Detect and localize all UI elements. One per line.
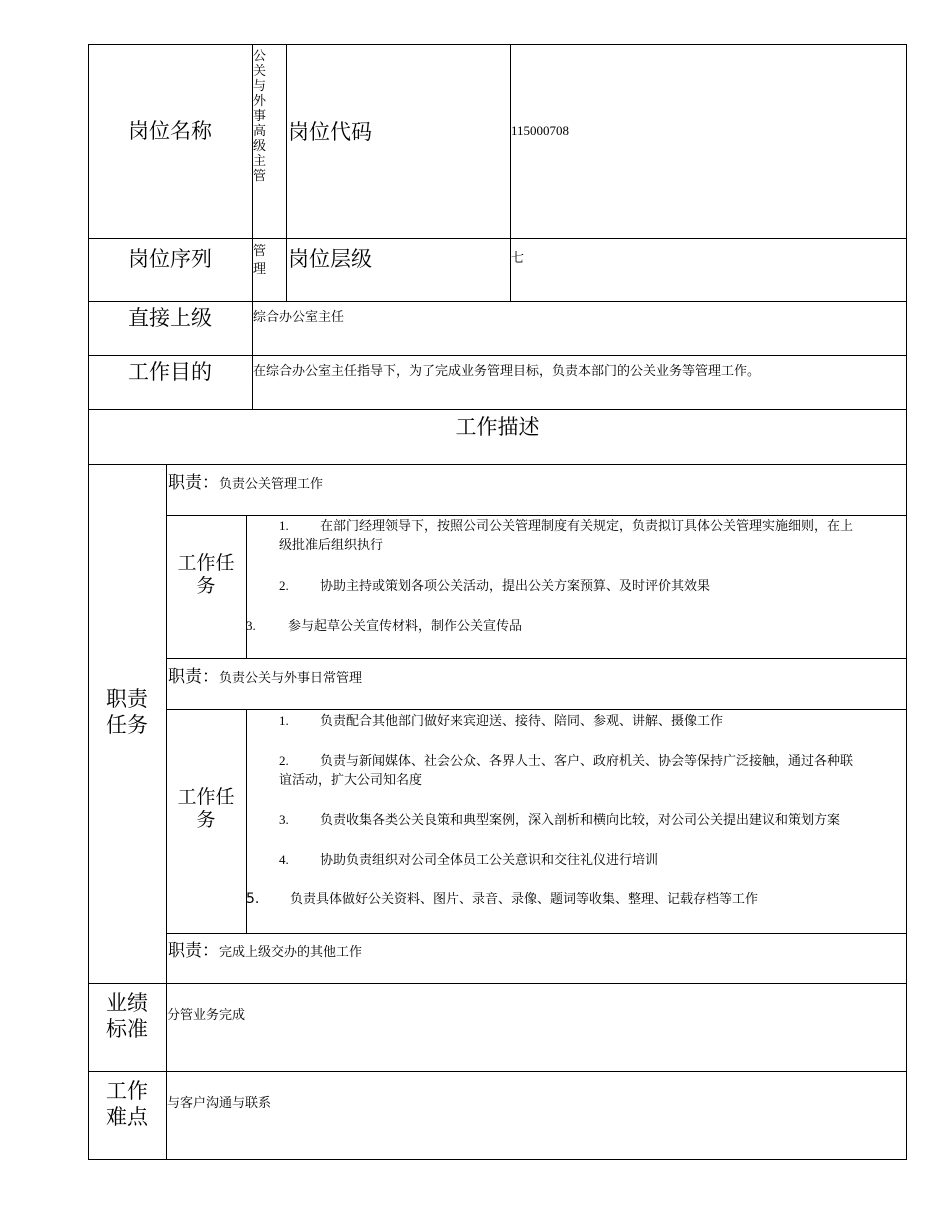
duties-section-label	[88, 686, 166, 738]
row-divider	[88, 301, 907, 302]
duty-divider	[166, 933, 907, 934]
duties-section-label-line1: 职责	[106, 687, 148, 711]
task-number: 1.	[279, 518, 289, 533]
task-item	[246, 890, 758, 909]
position-name-label: 岗位名称	[128, 119, 212, 143]
task-item	[279, 576, 710, 596]
duty-title: 负责公关与外事日常管理	[219, 671, 363, 686]
task-text: 负责配合其他部门做好来宾迎送、接待、陪同、参观、讲解、摄像工作	[320, 714, 724, 729]
difficulty-value: 与客户沟通与联系	[167, 1096, 272, 1111]
task-number: 3.	[246, 618, 256, 633]
purpose-value: 在综合办公室主任指导下，为了完成业务管理目标，负责本部门的公关业务等管理工作。	[253, 364, 761, 379]
row-divider	[88, 983, 907, 984]
task-number: 5.	[246, 891, 260, 907]
sequence-label: 岗位序列	[128, 247, 212, 271]
purpose-label: 工作目的	[128, 360, 212, 384]
task-text: 负责收集各类公关良策和典型案例，深入剖析和横向比较，对公司公关提出建议和策划方案	[320, 813, 841, 828]
row-divider	[88, 409, 907, 410]
supervisor-label: 直接上级	[128, 306, 212, 330]
task-item	[279, 850, 658, 870]
level-value: 七	[511, 251, 525, 266]
duty-title: 负责公关管理工作	[219, 477, 324, 492]
task-number: 2.	[279, 578, 289, 593]
duty-header	[168, 468, 323, 493]
duty-header	[168, 936, 362, 961]
task-text: 参与起草公关宣传材料，制作公关宣传品	[288, 619, 523, 634]
task-text: 在部门经理领导下，按照公司公关管理制度有关规定，负责拟订具体公关管理实施细则，在上	[320, 519, 854, 534]
task-item	[246, 616, 522, 636]
task-label: 工作任 务	[177, 786, 235, 831]
task-number: 4.	[279, 852, 289, 867]
col-divider	[286, 44, 287, 301]
job-description-table	[88, 44, 907, 1160]
task-number: 1.	[279, 713, 289, 728]
task-text: 负责与新闻媒体、社会公众、各界人士、客户、政府机关、协会等保持广泛接触，通过各种联	[320, 754, 854, 769]
task-item	[279, 810, 840, 830]
task-text-cont: 谊活动，扩大公司知名度	[279, 773, 423, 788]
row-divider	[88, 238, 907, 239]
task-text: 负责具体做好公关资料、图片、录音、录像、题词等收集、整理、记载存档等工作	[290, 892, 759, 907]
task-text: 协助主持或策划各项公关活动，提出公关方案预算、及时评价其效果	[320, 579, 711, 594]
duty-divider	[166, 658, 907, 659]
task-number: 2.	[279, 753, 289, 768]
performance-label: 业绩 标准	[106, 991, 148, 1041]
task-item	[279, 516, 901, 555]
position-code-label: 岗位代码	[288, 120, 372, 144]
col-divider	[246, 515, 247, 658]
difficulty-label: 工作 难点	[106, 1079, 148, 1129]
task-text: 协助负责组织对公司全体员工公关意识和交往礼仪进行培训	[320, 853, 659, 868]
position-code-value: 115000708	[511, 123, 570, 138]
duty-prefix: 职责：	[168, 667, 219, 687]
task-number: 3.	[279, 812, 289, 827]
sequence-value: 管理	[253, 244, 267, 277]
task-label: 工作任 务	[177, 552, 235, 597]
level-label: 岗位层级	[288, 247, 372, 271]
supervisor-value: 综合办公室主任	[253, 310, 345, 325]
duty-header	[168, 662, 362, 687]
row-divider	[88, 1071, 907, 1072]
row-divider	[88, 464, 907, 465]
task-item	[279, 711, 723, 731]
description-title: 工作描述	[455, 415, 540, 439]
task-text-cont: 级批准后组织执行	[279, 538, 384, 553]
duty-title: 完成上级交办的其他工作	[219, 945, 363, 960]
position-name-value: 公关与外事高级主管	[253, 49, 267, 184]
task-item	[279, 751, 901, 790]
duty-divider	[166, 709, 907, 710]
row-divider	[88, 355, 907, 356]
duty-prefix: 职责：	[168, 941, 219, 961]
duties-section-label-line2: 任务	[106, 713, 148, 737]
performance-value: 分管业务完成	[167, 1008, 246, 1023]
duty-prefix: 职责：	[168, 473, 219, 493]
